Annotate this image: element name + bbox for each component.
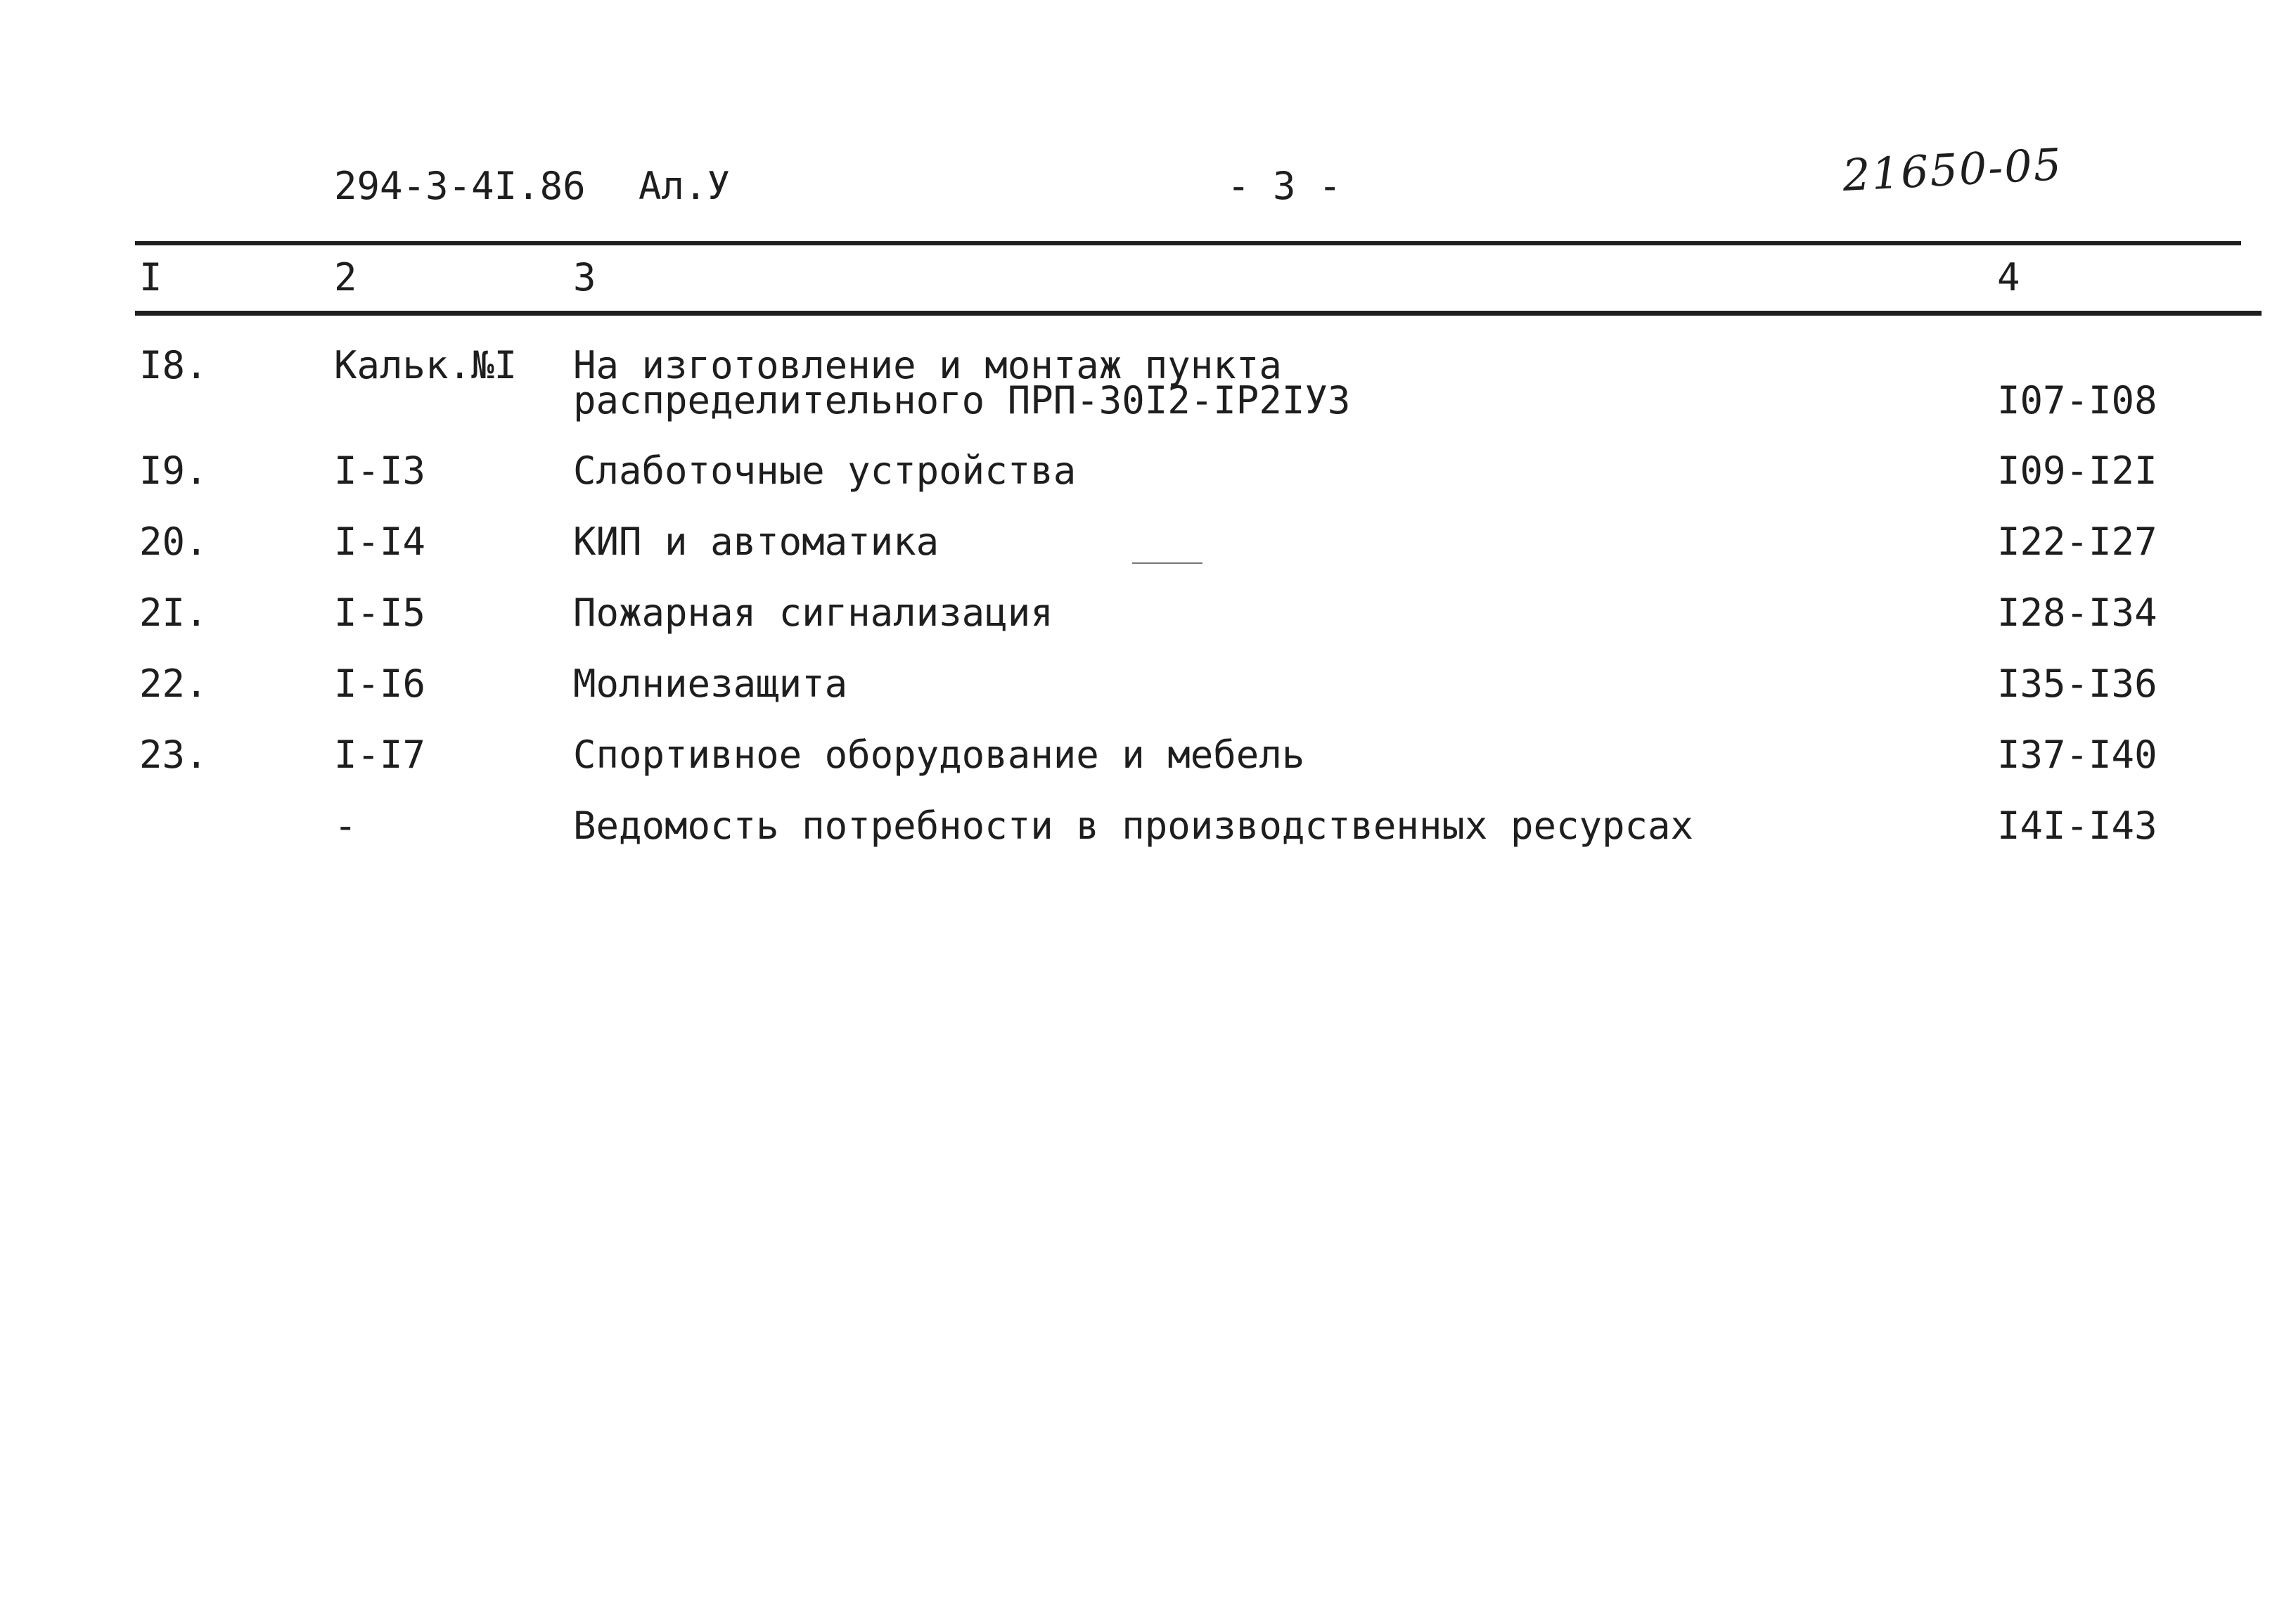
row-description-line: На изготовление и монтаж пункта bbox=[573, 343, 1282, 387]
page-number: - 3 - bbox=[1227, 164, 1342, 208]
row-reference: I-I7 bbox=[334, 733, 426, 777]
row-description: КИП и автоматика bbox=[573, 520, 939, 564]
row-pages: I28-I34 bbox=[1997, 591, 2157, 635]
handwritten-number: 21650-05 bbox=[1841, 138, 2064, 202]
document-code: 294-3-4I.86 bbox=[334, 164, 586, 208]
row-number: I9. bbox=[139, 449, 208, 493]
row-number: I8. bbox=[139, 343, 208, 387]
row-pages: I09-I2I bbox=[1997, 449, 2157, 493]
scan-smudge bbox=[1132, 562, 1202, 564]
row-reference: I-I4 bbox=[334, 520, 426, 564]
row-pages: I07-I08 bbox=[1997, 378, 2157, 423]
table-header-rule bbox=[135, 311, 2262, 316]
column-header-4: 4 bbox=[1997, 255, 2020, 299]
row-description: Молниезащита bbox=[573, 662, 848, 706]
album-label: Ал.У bbox=[639, 164, 731, 208]
column-header-2: 2 bbox=[334, 255, 357, 299]
row-reference: I-I6 bbox=[334, 662, 426, 706]
column-header-3: 3 bbox=[573, 255, 596, 299]
row-description bbox=[573, 343, 1351, 423]
row-pages: I4I-I43 bbox=[1997, 804, 2157, 848]
row-number: 20. bbox=[139, 520, 208, 564]
row-reference: - bbox=[334, 804, 357, 848]
row-description: Слаботочные устройства bbox=[573, 449, 1077, 493]
row-description: Пожарная сигнализация bbox=[573, 591, 1053, 635]
table-top-rule bbox=[135, 241, 2241, 245]
row-pages: I22-I27 bbox=[1997, 520, 2157, 564]
row-number: 23. bbox=[139, 733, 208, 777]
row-number: 22. bbox=[139, 662, 208, 706]
row-description: Спортивное оборудование и мебель bbox=[573, 733, 1305, 777]
row-pages: I37-I40 bbox=[1997, 733, 2157, 777]
row-pages: I35-I36 bbox=[1997, 662, 2157, 706]
row-description-line: распределительного ПРП-30I2-IP2IУ3 bbox=[573, 378, 1351, 423]
row-reference: Кальк.№I bbox=[334, 343, 518, 387]
row-reference: I-I5 bbox=[334, 591, 426, 635]
row-description: Ведомость потребности в производственных ресурсах bbox=[573, 804, 1694, 848]
column-header-1: I bbox=[139, 255, 162, 299]
row-reference: I-I3 bbox=[334, 449, 426, 493]
row-number: 2I. bbox=[139, 591, 208, 635]
